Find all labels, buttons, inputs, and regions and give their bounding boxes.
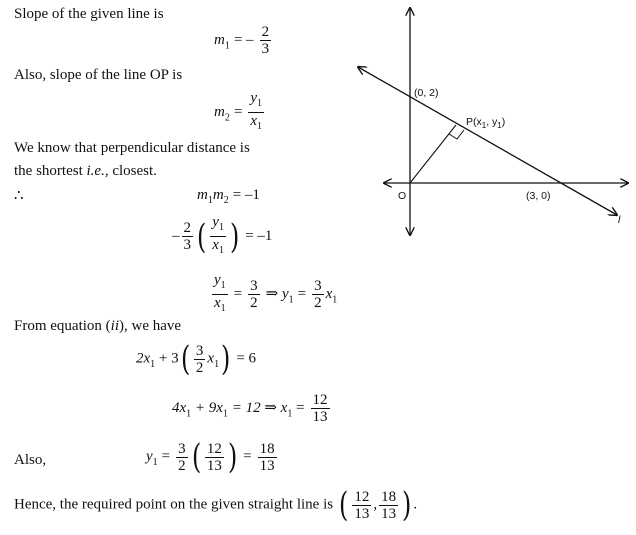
text-hence-answer: Hence, the required point on the given straight line is ( $\frac{12}{13}$ , $\frac{18}{13}$ ) . — [14, 485, 418, 525]
text-slope-op: Also, slope of the line OP is — [14, 67, 183, 83]
equation-solve-y1: $y_1$ = $\frac{3}{2}$ ( $\frac{12}{13}$ ) = $\frac{18}{13}$ — [146, 437, 275, 477]
equation-substitution: – $\frac{2}{3}$ ( $\frac{y_1}{x_1}$ ) = –1 — [172, 214, 273, 257]
text-perpendicular-distance: We know that perpendicular distance is — [14, 140, 250, 156]
label-origin: O — [398, 190, 407, 202]
text-also: Also, — [14, 452, 47, 468]
therefore-symbol: ∴ — [14, 188, 24, 204]
label-0-2: (0, 2) — [414, 87, 439, 99]
equation-solve-x1: $4x_1 + 9x_1 = 12$ ⇒ $x_1$ = $\frac{12}{13}$ — [172, 392, 328, 425]
equation-y1-relation: $\frac{y_1}{x_1}$ = $\frac{3}{2}$ ⇒ $y_1$ = $\frac{3}{2}$ $x_1$ — [214, 272, 338, 314]
text-from-equation: From equation (ii), we have — [14, 318, 182, 334]
text-shortest-closest: the shortest i.e., closest. — [14, 163, 157, 179]
label-3-0: (3, 0) — [526, 190, 551, 202]
equation-product: $m_1m_2 = -1$ — [197, 187, 260, 207]
equation-m1: $m_1$ = – $\frac{2}{3}$ — [214, 24, 270, 57]
label-l: l — [618, 214, 621, 226]
equation-m2: $m_2$ = $\frac{y_1}{x_1}$ — [214, 90, 262, 132]
equation-substituted-line: $2x_1 + 3$( $\frac{3}{2}$ $x_1) = 6$ — [136, 339, 257, 379]
label-p: $P(x_1$, $y_1$) — [466, 116, 506, 130]
text-slope-given-line: Slope of the given line is — [14, 6, 164, 22]
segment-op — [410, 125, 456, 183]
line-l — [358, 67, 617, 215]
